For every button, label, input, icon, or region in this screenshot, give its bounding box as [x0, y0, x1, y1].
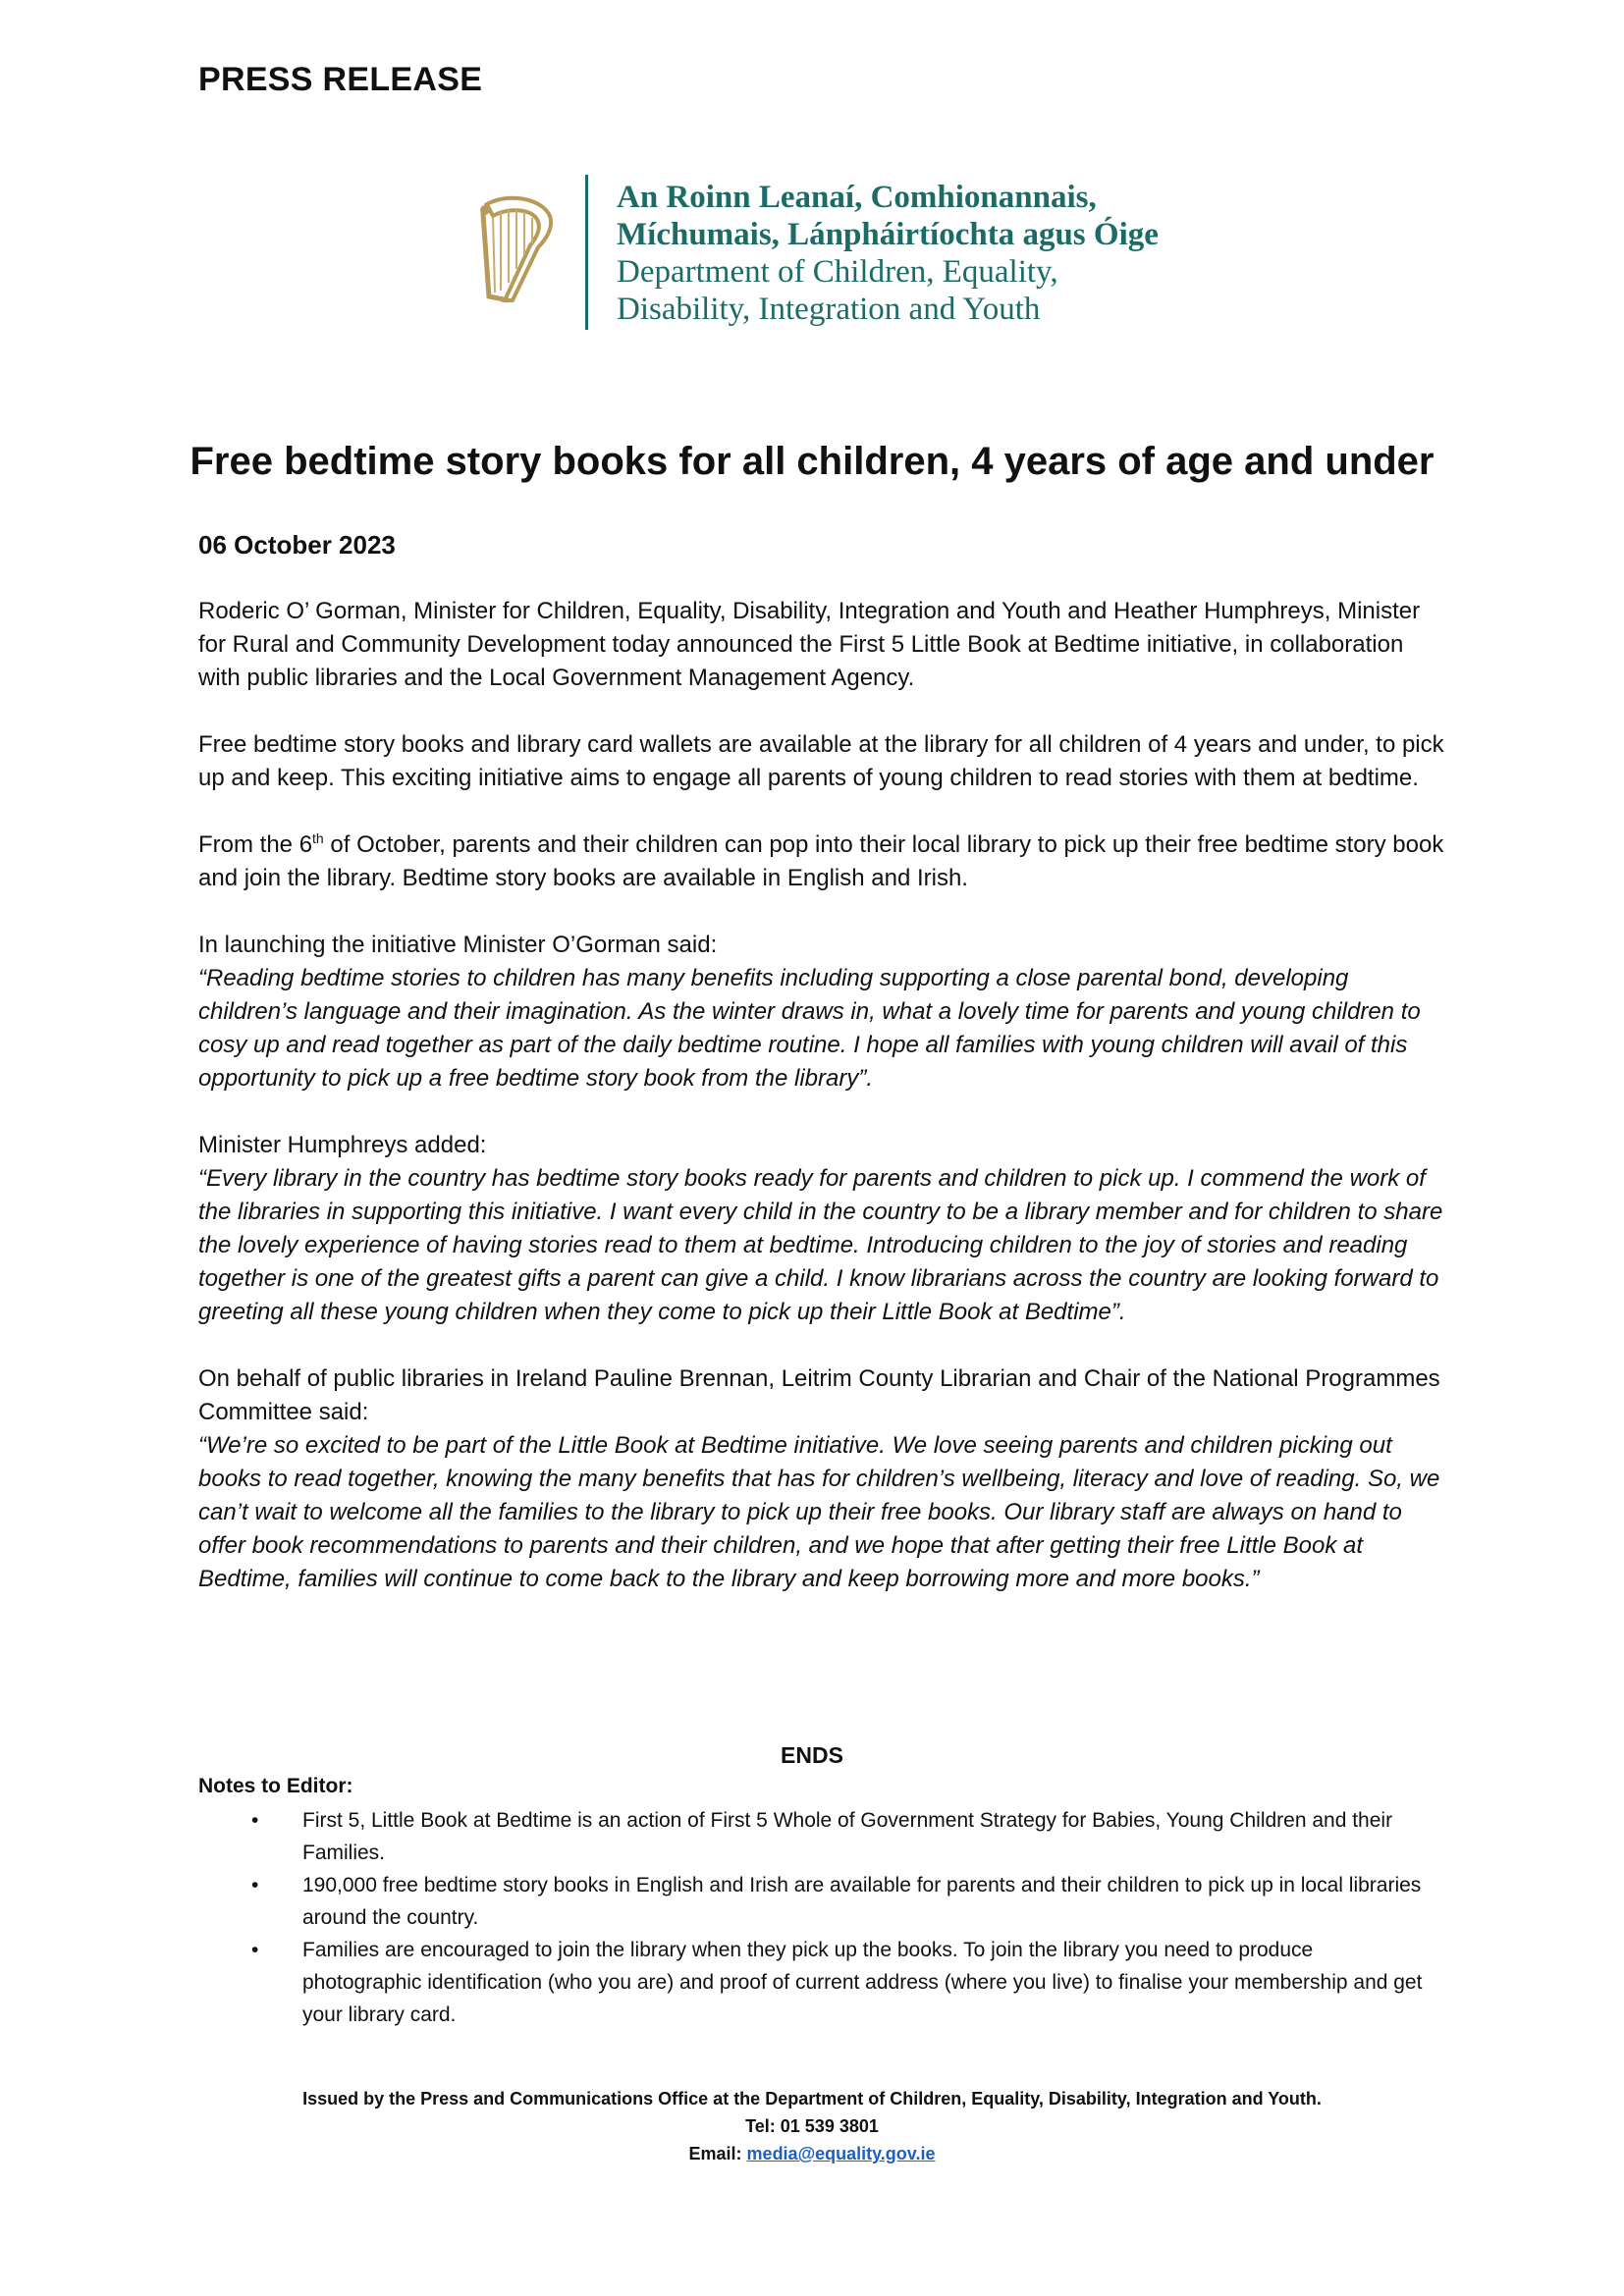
- brennan-quote: “We’re so excited to be part of the Little Book at Bedtime initiative. We love seeing parents and children picking out books to read together, knowing the many benefits that has for children’s wellbeing, literacy and love of reading. So, we can’t wait to welcome all the families to the library to pick up their free books. Our library staff are always on hand to offer book recommendations to parents and their children, and we hope that after getting their free Little Book at Bedtime, families will continue to come back to the library and keep borrowing more and more books.”: [198, 1432, 1440, 1592]
- notes-list: [251, 1804, 1430, 2031]
- logo-wordmark: [617, 179, 1186, 328]
- logo-irish-line-1: An Roinn Leanaí, Comhionannais,: [617, 180, 1097, 215]
- logo-irish-line-2: Míchumais, Lánpháirtíochta agus Óige: [617, 217, 1159, 252]
- paragraph-ogorman-quote: [198, 929, 1445, 1095]
- footer-telephone: Tel: 01 539 3801: [745, 2116, 879, 2136]
- paragraph-announcement: Roderic O’ Gorman, Minister for Children, Equality, Disability, Integration and Youth and Heather Humphreys, Minister for Rural and Community Development today announced the First 5 Little Book at Bedtime initiative, in collaboration with public libraries and the Local Government Management Agency.: [198, 598, 1421, 691]
- paragraph-availability: [198, 828, 1445, 895]
- headline: Free bedtime story books for all children, 4 years of age and under: [189, 440, 1435, 483]
- paragraph-humphreys-quote: [198, 1129, 1445, 1329]
- footer-email: [0, 2140, 1624, 2167]
- bullet-icon: •: [251, 1874, 259, 1896]
- ogorman-intro: In launching the initiative Minister O’Gorman said:: [198, 932, 718, 958]
- harp-icon: [469, 194, 560, 310]
- release-date: 06 October 2023: [198, 530, 396, 560]
- list-item: [251, 1804, 1430, 1869]
- humphreys-intro: Minister Humphreys added:: [198, 1132, 487, 1158]
- press-release-label: PRESS RELEASE: [198, 61, 483, 98]
- list-item: [251, 1934, 1430, 2031]
- brennan-intro: On behalf of public libraries in Ireland Pauline Brennan, Leitrim County Librarian and Chair of the National Programmes Committee said:: [198, 1365, 1440, 1425]
- ogorman-quote: “Reading bedtime stories to children has many benefits including supporting a close parental bond, developing children’s language and their imagination. As the winter draws in, what a lovely time for parents and young children to cosy up and read together as part of the daily bedtime routine. I hope all families with young children will avail of this opportunity to pick up a free bedtime story book from the library”.: [198, 965, 1421, 1092]
- humphreys-quote: “Every library in the country has bedtime story books ready for parents and children to pick up. I commend the work of the libraries in supporting this initiative. I want every child in the country to be a library member and for children to share the lovely experience of having stories read to them at bedtime. Introducing children to the joy of stories and reading together is one of the greatest gifts a parent can give a child. I know librarians across the country are looking forward to greeting all these young children when they come to pick up their Little Book at Bedtime”.: [198, 1165, 1443, 1325]
- notes-title: Notes to Editor:: [198, 1775, 353, 1797]
- ordinal-suffix: th: [312, 830, 324, 846]
- footer: [0, 2085, 1624, 2167]
- logo-english-line-1: Department of Children, Equality,: [617, 254, 1058, 290]
- department-logo: [469, 167, 1176, 336]
- note-text: Families are encouraged to join the library when they pick up the books. To join the library you need to produce photographic identification (who you are) and proof of current address (where you live) to finalise your membership and get your library card.: [302, 1939, 1423, 2026]
- bullet-icon: •: [251, 1939, 259, 1961]
- list-item: [251, 1869, 1430, 1934]
- email-link[interactable]: media@equality.gov.ie: [746, 2144, 936, 2163]
- logo-english-line-2: Disability, Integration and Youth: [617, 292, 1041, 327]
- note-text: First 5, Little Book at Bedtime is an action of First 5 Whole of Government Strategy for Babies, Young Children and their Families.: [302, 1809, 1393, 1864]
- paragraph-brennan-quote: [198, 1362, 1445, 1596]
- availability-text-end: of October, parents and their children can pop into their local library to pick up their free bedtime story book and join the library. Bedtime story books are available in English and Irish.: [198, 831, 1444, 891]
- body-text: [198, 595, 1445, 1629]
- footer-issued-by: Issued by the Press and Communications Office at the Department of Children, Equality, Disability, Integration and Youth.: [302, 2089, 1322, 2109]
- ends-marker: ENDS: [781, 1742, 843, 1768]
- paragraph-free-books: Free bedtime story books and library card wallets are available at the library for all children of 4 years and under, to pick up and keep. This exciting initiative aims to engage all parents of young children to read stories with them at bedtime.: [198, 731, 1444, 791]
- note-text: 190,000 free bedtime story books in English and Irish are available for parents and their children to pick up in local libraries around the country.: [302, 1874, 1422, 1929]
- logo-divider: [585, 175, 588, 330]
- email-label: Email:: [688, 2144, 747, 2163]
- bullet-icon: •: [251, 1809, 259, 1832]
- availability-text-start: From the 6: [198, 831, 313, 858]
